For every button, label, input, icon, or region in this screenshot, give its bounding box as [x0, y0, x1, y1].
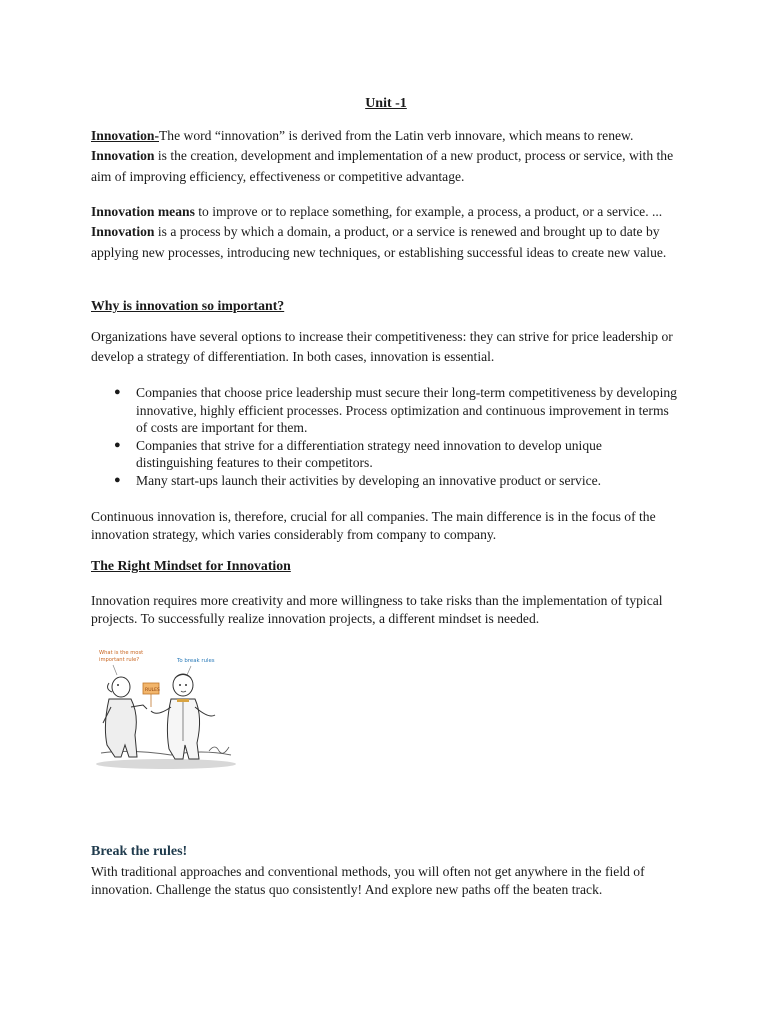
paragraph-competitiveness: Organizations have several options to increase their competitiveness: they can strive for price leadership or develop a strategy of differentiation. In both cases, innovation is essential.	[91, 329, 673, 365]
page-title: Unit -1	[365, 96, 407, 111]
paragraph-break-rules: With traditional approaches and conventional methods, you will often not get anywhere in the field of innovation. Challenge the status quo consistently! And explore new paths off the beaten track.	[91, 864, 645, 897]
paragraph-innovation-means	[91, 202, 681, 263]
cartoon-break-rules-image	[91, 645, 241, 773]
bubble-left-text	[99, 650, 145, 663]
bubble-left-line: important rule?	[99, 657, 140, 663]
heading-right-mindset: The Right Mindset for Innovation	[91, 558, 291, 573]
term-innovation: Innovation-	[91, 128, 159, 143]
bullet-list	[91, 384, 681, 490]
bullet-marker: ●	[114, 473, 121, 486]
paragraph-continuous-innovation: Continuous innovation is, therefore, crucial for all companies. The main difference is in the focus of the innovation strategy, which varies considerably from company to company.	[91, 509, 656, 542]
list-item	[91, 384, 681, 437]
list-item-text: Many start-ups launch their activities by developing an innovative product or service.	[136, 472, 602, 488]
paragraph-text: is a process by which a domain, a product, or a service is renewed and brought up to date by applying new processes, introducing new techniques, or establishing successful ideas to create new value.	[91, 224, 667, 260]
heading-break-rules: Break the rules!	[91, 844, 188, 859]
paragraph-mindset: Innovation requires more creativity and more willingness to take risks than the implementation of typical projects. To successfully realize innovation projects, a different mindset is needed.	[91, 593, 663, 626]
term-innovation-means: Innovation means	[91, 204, 195, 219]
heading-why-important: Why is innovation so important?	[91, 298, 285, 313]
bubble-right-text: To break rules	[177, 658, 215, 664]
paragraph-text: is the creation, development and implementation of a new product, process or service, with the aim of improving efficiency, effectiveness or competitive advantage.	[91, 148, 674, 184]
left-character	[103, 677, 147, 757]
term-innovation-bold: Innovation	[91, 148, 155, 164]
bubble-pointer-right	[187, 666, 191, 675]
list-item-text: Companies that choose price leadership must secure their long-term competitiveness by developing innovative, highly efficient processes. Process optimization and continuous improvement in terms of costs are important for them.	[136, 385, 677, 436]
list-item-text: Companies that strive for a differentiation strategy need innovation to develop unique distinguishing features to their competitors.	[136, 437, 602, 471]
rules-sign	[143, 683, 160, 707]
list-item	[91, 472, 681, 490]
bullet-marker: ●	[114, 438, 121, 451]
sign-text: RULES	[145, 688, 160, 693]
paragraph-text: to improve or to replace something, for example, a process, a product, or a service. ...	[194, 204, 663, 219]
right-character	[151, 674, 215, 759]
bubble-left-line: What is the most	[99, 650, 144, 656]
paragraph-text: The word “innovation” is derived from the Latin verb innovare, which means to renew.	[159, 128, 634, 143]
bullet-marker: ●	[114, 386, 121, 398]
list-item	[91, 437, 681, 472]
paragraph-innovation-definition	[91, 126, 681, 187]
bubble-pointer-left	[113, 665, 117, 675]
term-innovation-bold: Innovation	[91, 224, 155, 240]
ground-shadow	[96, 759, 236, 769]
